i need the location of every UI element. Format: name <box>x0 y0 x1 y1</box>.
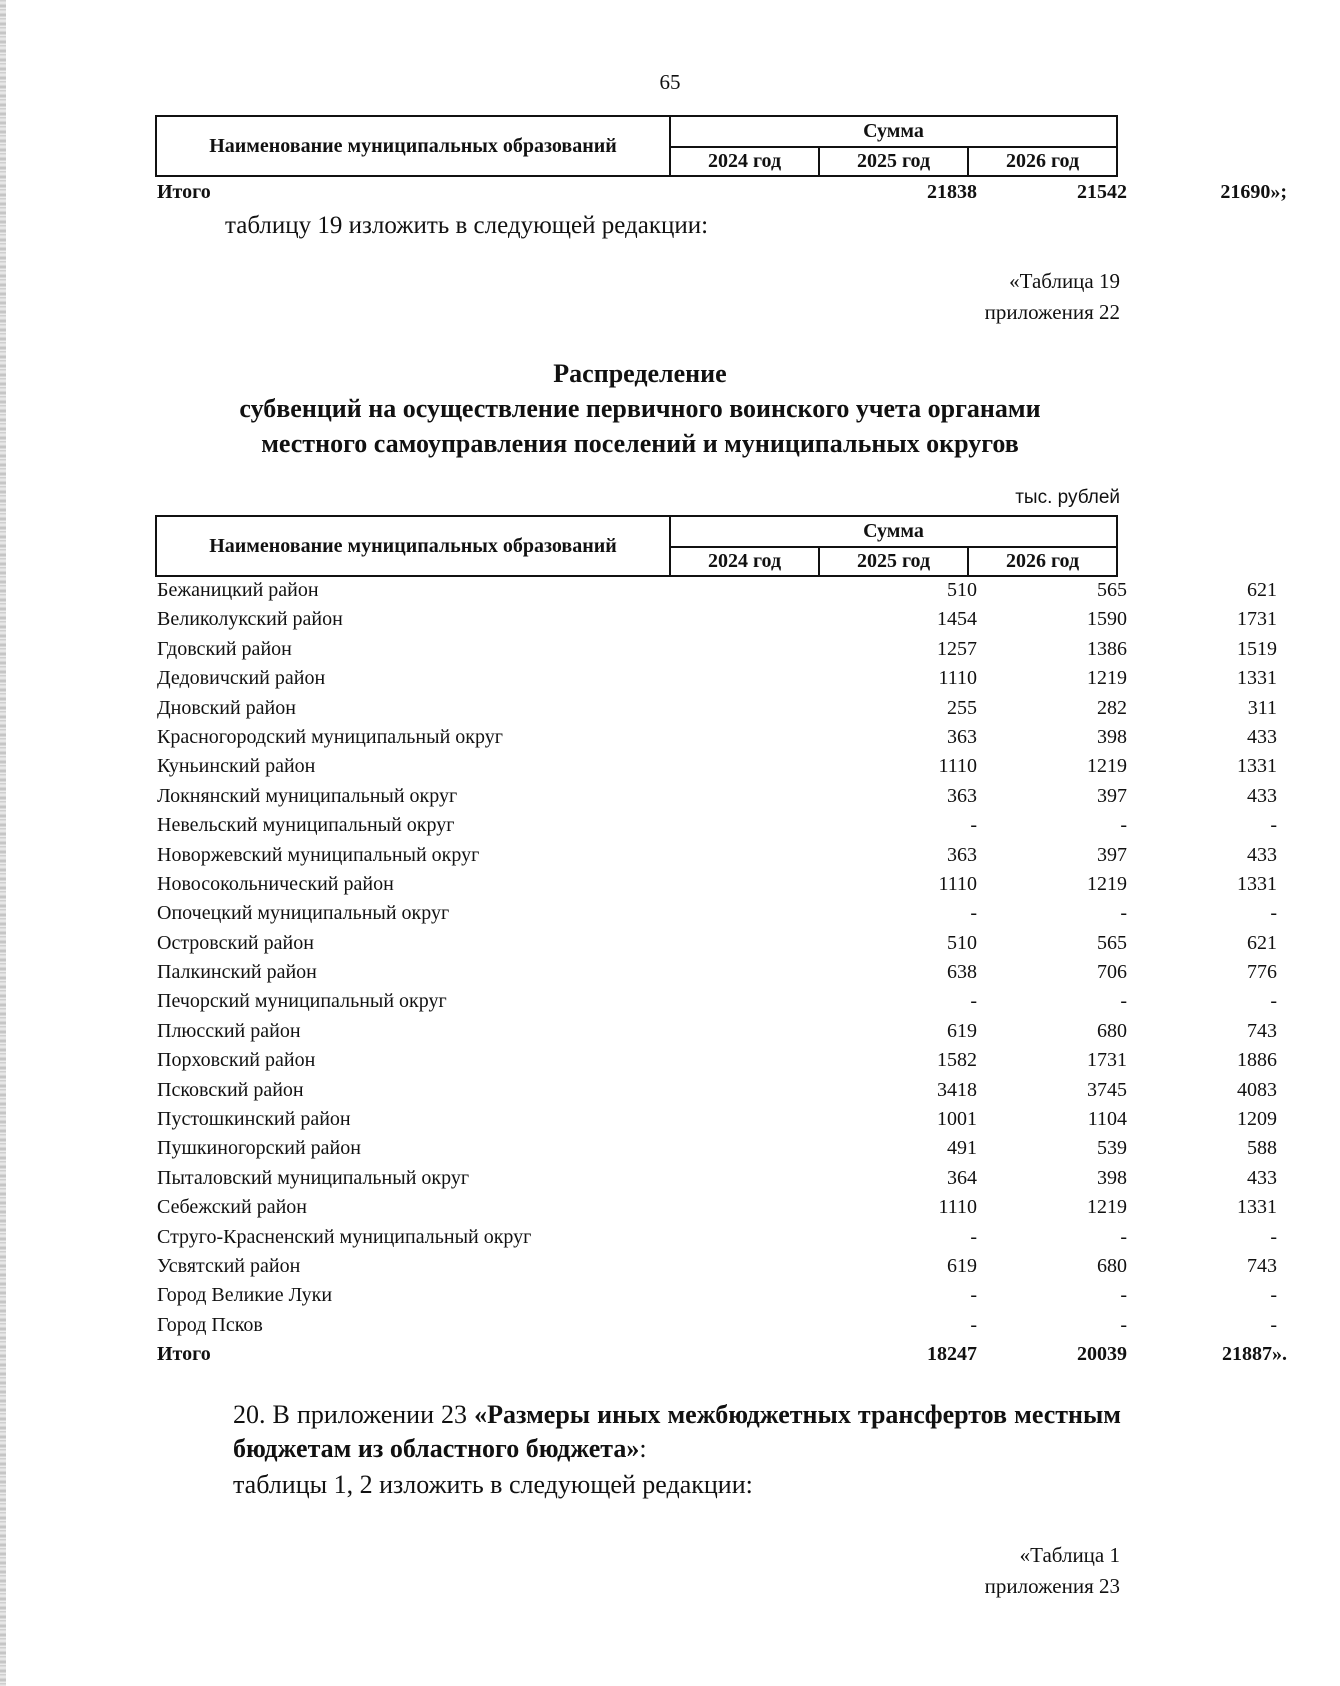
row-name: Дедовичский район <box>157 667 326 690</box>
row-value-2026: 4083 <box>1237 1078 1277 1101</box>
row-value-2024: 255 <box>947 696 977 719</box>
row-value-2024: 510 <box>947 579 977 601</box>
year-header-2024: 2024 год <box>670 147 819 176</box>
row-name: Пыталовский муниципальный округ <box>157 1166 470 1189</box>
row-value-2026: 1886 <box>1237 1049 1277 1072</box>
table18-header <box>155 115 1118 177</box>
row-value-2024: 1110 <box>938 1196 977 1219</box>
table-row <box>155 1164 1277 1193</box>
row-value-2025: 1219 <box>1087 667 1127 690</box>
table-row <box>155 811 1277 840</box>
year-header-2024: 2024 год <box>670 547 819 576</box>
row-name: Усвятский район <box>157 1254 301 1277</box>
para20-line2: таблицы 1, 2 изложить в следующей редакции: <box>233 1470 753 1499</box>
row-value-2026: - <box>1270 1225 1277 1248</box>
row-value-2025: 282 <box>1097 696 1127 719</box>
row-value-2026: 1731 <box>1237 608 1277 631</box>
row-name: Локнянский муниципальный округ <box>157 784 458 807</box>
row-value-2026: 311 <box>1247 696 1277 719</box>
table-row <box>155 694 1277 723</box>
row-value-2024: - <box>970 1313 977 1336</box>
title-line1: Распределение <box>553 359 727 388</box>
table-row <box>155 635 1277 664</box>
row-value-2024: - <box>970 990 977 1013</box>
row-value-2026: 433 <box>1247 843 1277 866</box>
table19-ref-line2: приложения 22 <box>984 300 1120 324</box>
row-value-2026: 1331 <box>1237 755 1277 778</box>
row-value-2026: 621 <box>1247 579 1277 601</box>
row-value-2025: - <box>1120 1284 1127 1307</box>
row-name: Палкинский район <box>157 961 317 984</box>
row-value-2026: 588 <box>1247 1137 1277 1160</box>
row-value-2025: 3745 <box>1087 1078 1127 1101</box>
row-value-2024: 1257 <box>937 637 977 660</box>
scan-edge <box>0 0 6 1686</box>
table-row <box>155 723 1277 752</box>
row-value-2026: 743 <box>1247 1254 1277 1277</box>
row-value-2024: 1110 <box>938 872 977 895</box>
row-name: Опочецкий муниципальный округ <box>157 902 450 925</box>
row-value-2024: 363 <box>947 725 977 748</box>
table-row <box>155 1105 1277 1134</box>
row-name: Новосокольнический район <box>157 872 394 895</box>
table1-ref-line1: «Таблица 1 <box>1019 1543 1120 1567</box>
row-value-2025: 397 <box>1097 784 1127 807</box>
row-value-2025: 397 <box>1097 843 1127 866</box>
table-row <box>155 576 1277 605</box>
table-row <box>155 1223 1277 1252</box>
table-row <box>155 1017 1277 1046</box>
row-value-2024: 510 <box>947 931 977 954</box>
row-value-2024: 1582 <box>937 1049 977 1072</box>
table-row <box>155 1311 1277 1340</box>
row-value-2024: 491 <box>947 1137 977 1160</box>
row-value-2024: 619 <box>947 1254 977 1277</box>
row-value-2025: 398 <box>1097 1166 1127 1189</box>
row-value-2026: - <box>1270 990 1277 1013</box>
table19-total-row <box>155 1340 1287 1369</box>
row-value-2026: 1331 <box>1237 667 1277 690</box>
para20-bold: «Размеры иных межбюджетных трансфертов местным бюджетам из областного бюджета» <box>233 1400 1121 1463</box>
sum-header: Сумма <box>670 116 1117 147</box>
table-row <box>155 1046 1277 1075</box>
row-value-2026: 1331 <box>1237 1196 1277 1219</box>
instruction-table19: таблицу 19 изложить в следующей редакции: <box>225 212 709 239</box>
row-value-2025: 706 <box>1097 961 1127 984</box>
row-value-2024: 363 <box>947 843 977 866</box>
total-label: Итого <box>157 181 211 203</box>
row-value-2026: - <box>1270 1284 1277 1307</box>
row-value-2025: 565 <box>1097 931 1127 954</box>
table-row <box>155 782 1277 811</box>
row-value-2026: 621 <box>1247 931 1277 954</box>
row-value-2025: 1219 <box>1087 1196 1127 1219</box>
table-row <box>155 1134 1277 1163</box>
row-value-2024: - <box>970 1284 977 1307</box>
table-row <box>155 1281 1277 1310</box>
table-row <box>155 1076 1277 1105</box>
row-name: Себежский район <box>157 1196 307 1219</box>
row-name: Островский район <box>157 931 314 954</box>
name-column-header: Наименование муниципальных образований <box>156 516 670 576</box>
row-name: Печорский муниципальный округ <box>157 990 447 1013</box>
row-value-2026: 1331 <box>1237 872 1277 895</box>
row-name: Пушкиногорский район <box>157 1137 361 1160</box>
table-row <box>155 1252 1277 1281</box>
row-value-2025: 680 <box>1097 1254 1127 1277</box>
table-row <box>155 987 1277 1016</box>
row-value-2025: - <box>1120 814 1127 837</box>
row-name: Пустошкинский район <box>157 1108 351 1131</box>
row-value-2025: 539 <box>1097 1137 1127 1160</box>
row-value-2024: 1001 <box>937 1108 977 1131</box>
row-name: Новоржевский муниципальный округ <box>157 843 480 866</box>
row-value-2024: 1454 <box>937 608 977 631</box>
units-label: тыс. рублей <box>1015 487 1120 508</box>
table-row <box>155 899 1277 928</box>
table1-ref-line2: приложения 23 <box>984 1574 1120 1598</box>
row-name: Плюсский район <box>157 1019 301 1042</box>
row-value-2025: 1104 <box>1087 1108 1127 1131</box>
sum-header: Сумма <box>670 516 1117 547</box>
row-value-2026: - <box>1270 902 1277 925</box>
row-value-2026: 433 <box>1247 784 1277 807</box>
table-row <box>155 841 1277 870</box>
table-row <box>155 605 1277 634</box>
row-value-2025: 680 <box>1097 1019 1127 1042</box>
row-value-2026: 433 <box>1247 725 1277 748</box>
row-value-2025: 398 <box>1097 725 1127 748</box>
para20-prefix: 20. В приложении 23 <box>233 1400 475 1429</box>
row-value-2026: - <box>1270 1313 1277 1336</box>
para20-suffix: : <box>639 1434 647 1463</box>
row-name: Бежаницкий район <box>157 579 319 601</box>
row-value-2024: - <box>970 902 977 925</box>
year-header-2026: 2026 год <box>968 547 1117 576</box>
row-value-2025: - <box>1120 902 1127 925</box>
row-value-2024: 3418 <box>937 1078 977 1101</box>
row-name: Псковский район <box>157 1078 304 1101</box>
total-2025: 20039 <box>1077 1343 1127 1366</box>
year-header-2026: 2026 год <box>968 147 1117 176</box>
row-value-2025: - <box>1120 1225 1127 1248</box>
table-row <box>155 664 1277 693</box>
table18-total-row <box>155 181 1287 207</box>
row-value-2025: 1219 <box>1087 872 1127 895</box>
row-value-2025: 565 <box>1097 579 1127 601</box>
name-column-header: Наименование муниципальных образований <box>156 116 670 176</box>
row-name: Гдовский район <box>157 637 292 660</box>
table1-reference <box>985 1540 1120 1602</box>
table-row <box>155 1193 1277 1222</box>
row-name: Красногородский муниципальный округ <box>157 725 503 748</box>
document-title <box>0 356 1280 461</box>
row-value-2025: 1386 <box>1087 637 1127 660</box>
row-name: Дновский район <box>157 696 296 719</box>
paragraph-20-text <box>155 1398 1121 1466</box>
row-value-2024: 619 <box>947 1019 977 1042</box>
table-row <box>155 929 1277 958</box>
total-2025: 21542 <box>1077 181 1127 203</box>
title-line2: субвенций на осуществление первичного воинского учета органами <box>239 394 1041 423</box>
row-name: Порховский район <box>157 1049 316 1072</box>
row-name: Город Псков <box>157 1313 263 1336</box>
row-value-2025: 1219 <box>1087 755 1127 778</box>
table-row <box>155 752 1277 781</box>
row-value-2024: 1110 <box>938 667 977 690</box>
total-2024: 21838 <box>927 181 977 203</box>
row-name: Город Великие Луки <box>157 1284 333 1307</box>
year-header-2025: 2025 год <box>819 147 968 176</box>
row-value-2025: 1731 <box>1087 1049 1127 1072</box>
table19-body <box>155 576 1287 1370</box>
table-row <box>155 870 1277 899</box>
row-value-2024: 638 <box>947 961 977 984</box>
row-value-2026: 743 <box>1247 1019 1277 1042</box>
total-label: Итого <box>157 1343 211 1366</box>
row-value-2024: - <box>970 814 977 837</box>
year-header-2025: 2025 год <box>819 547 968 576</box>
row-value-2024: 363 <box>947 784 977 807</box>
table19-reference <box>985 266 1120 328</box>
row-value-2025: 1590 <box>1087 608 1127 631</box>
row-name: Великолукский район <box>157 608 343 631</box>
row-name: Струго-Красненский муниципальный округ <box>157 1225 532 1248</box>
total-2026: 21690»; <box>1220 181 1287 203</box>
row-name: Невельский муниципальный округ <box>157 814 455 837</box>
row-value-2025: - <box>1120 990 1127 1013</box>
title-line3: местного самоуправления поселений и муниципальных округов <box>261 429 1019 458</box>
paragraph-20 <box>155 1398 1121 1502</box>
row-value-2026: 1209 <box>1237 1108 1277 1131</box>
row-value-2026: 1519 <box>1237 637 1277 660</box>
total-2024: 18247 <box>927 1343 977 1366</box>
table19-header <box>155 515 1118 577</box>
table-row <box>155 958 1277 987</box>
table19-ref-line1: «Таблица 19 <box>1009 269 1120 293</box>
row-value-2024: 364 <box>947 1166 977 1189</box>
row-name: Куньинский район <box>157 755 316 778</box>
page-number: 65 <box>659 70 681 94</box>
row-value-2024: 1110 <box>938 755 977 778</box>
row-value-2025: - <box>1120 1313 1127 1336</box>
row-value-2024: - <box>970 1225 977 1248</box>
row-value-2026: 433 <box>1247 1166 1277 1189</box>
row-value-2026: 776 <box>1247 961 1277 984</box>
row-value-2026: - <box>1270 814 1277 837</box>
total-2026: 21887». <box>1222 1343 1287 1366</box>
